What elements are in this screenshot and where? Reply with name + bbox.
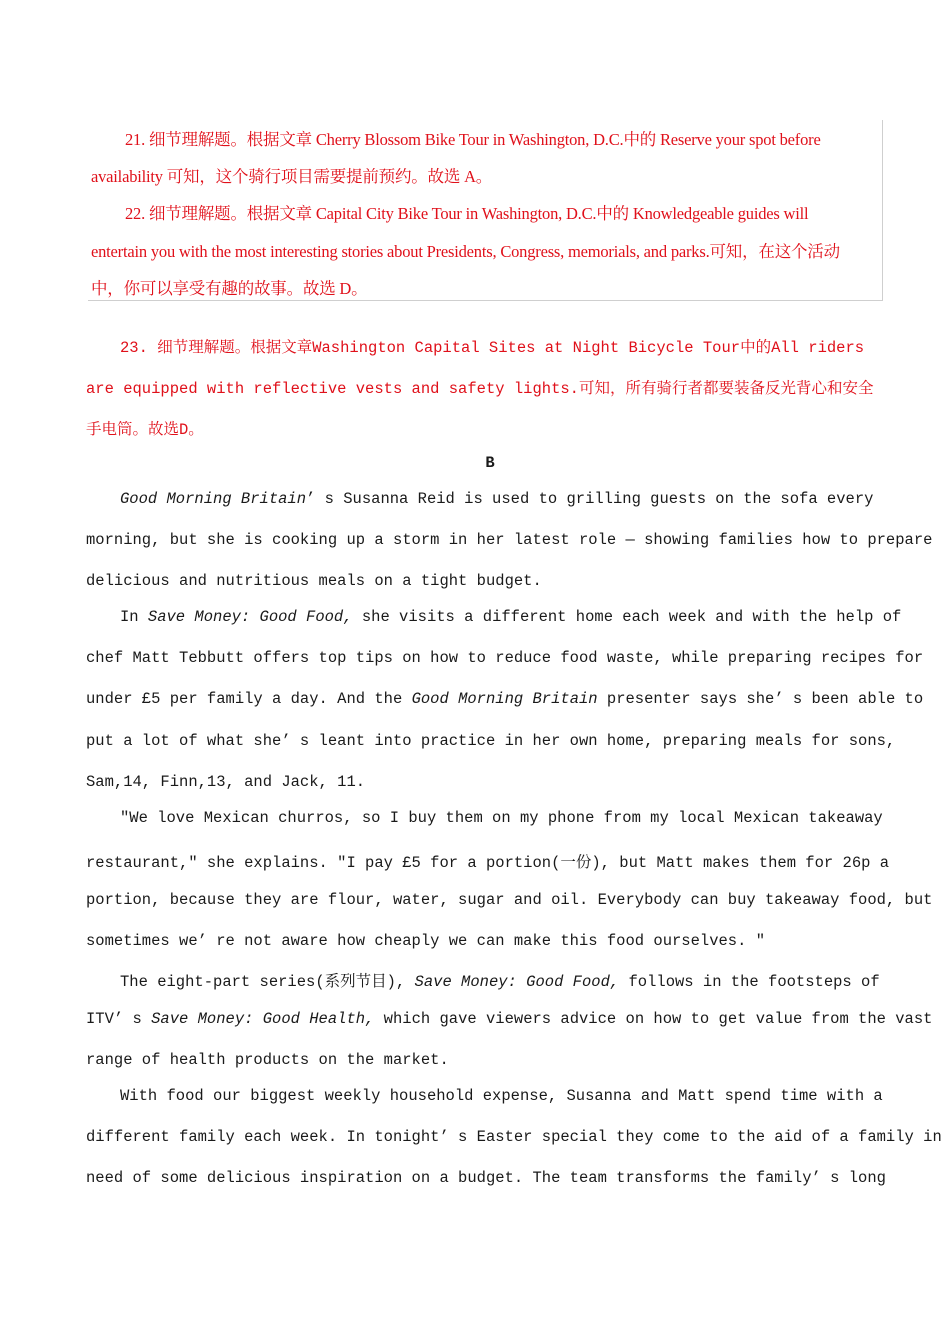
- show-title: Save Money: Good Health,: [151, 1010, 375, 1028]
- p1-line-2: morning, but she is cooking up a storm in her latest role — showing families how to prepare: [86, 531, 933, 549]
- p2-line-1: In Save Money: Good Food, she visits a different home each week and with the help of: [120, 608, 902, 626]
- answer-22-line-3: 中，你可以享受有趣的故事。故选 D。: [91, 279, 368, 298]
- p1-line-1: Good Morning Britain’ s Susanna Reid is used to grilling guests on the sofa every: [120, 490, 874, 508]
- p3-line-4: sometimes we’ re not aware how cheaply we can make this food ourselves. ": [86, 932, 766, 950]
- p1-line-3: delicious and nutritious meals on a tight budget.: [86, 572, 542, 590]
- answer-21-line-1: 21. 细节理解题。根据文章 Cherry Blossom Bike Tour in Washington, D.C.中的 Reserve your spot before: [125, 130, 821, 149]
- show-title: Good Morning Britain: [120, 490, 307, 508]
- answer-explanations-box: [88, 120, 883, 301]
- p4-line-2: ITV’ s Save Money: Good Health, which gave viewers advice on how to get value from the vast: [86, 1010, 933, 1028]
- p2-line-4: put a lot of what she’ s leant into practice in her own home, preparing meals for sons,: [86, 732, 896, 750]
- p5-line-1: With food our biggest weekly household expense, Susanna and Matt spend time with a: [120, 1087, 883, 1105]
- answer-21-line-2: availability 可知，这个骑行项目需要提前预约。故选 A。: [91, 167, 493, 186]
- p4-line-3: range of health products on the market.: [86, 1051, 449, 1069]
- answer-22-line-1: 22. 细节理解题。根据文章 Capital City Bike Tour in Washington, D.C.中的 Knowledgeable guides will: [125, 204, 809, 223]
- p4-line-1: The eight-part series(系列节目), Save Money: Good Food, follows in the footsteps of: [120, 973, 880, 991]
- p3-line-1: "We love Mexican churros, so I buy them on my phone from my local Mexican takeaway: [120, 809, 883, 827]
- answer-23-line-2: are equipped with reflective vests and safety lights.可知，所有骑行者都要装备反光背心和安全: [86, 380, 874, 398]
- show-title: Save Money: Good Food,: [414, 973, 620, 991]
- p2-line-3: under £5 per family a day. And the Good Morning Britain presenter says she’ s been able to: [86, 690, 924, 708]
- p2-line-5: Sam,14, Finn,13, and Jack, 11.: [86, 773, 366, 791]
- answer-22-line-2: entertain you with the most interesting stories about Presidents, Congress, memorials, and parks.可知，在这个活动: [91, 242, 840, 261]
- p2-line-2: chef Matt Tebbutt offers top tips on how to reduce food waste, while preparing recipes for: [86, 649, 924, 667]
- show-title: Save Money: Good Food,: [147, 608, 353, 626]
- p3-line-3: portion, because they are flour, water, sugar and oil. Everybody can buy takeaway food, but: [86, 891, 933, 909]
- p5-line-2: different family each week. In tonight’ s Easter special they come to the aid of a family in: [86, 1128, 942, 1146]
- answer-23-line-3: 手电筒。故选D。: [86, 421, 204, 439]
- section-label: B: [485, 454, 495, 472]
- answer-23-line-1: 23. 细节理解题。根据文章Washington Capital Sites at Night Bicycle Tour中的All riders: [120, 339, 865, 357]
- p3-line-2: restaurant," she explains. "I pay £5 for a portion(一份), but Matt makes them for 26p a: [86, 854, 890, 872]
- show-title: Good Morning Britain: [411, 690, 598, 708]
- p5-line-3: need of some delicious inspiration on a budget. The team transforms the family’ s long: [86, 1169, 886, 1187]
